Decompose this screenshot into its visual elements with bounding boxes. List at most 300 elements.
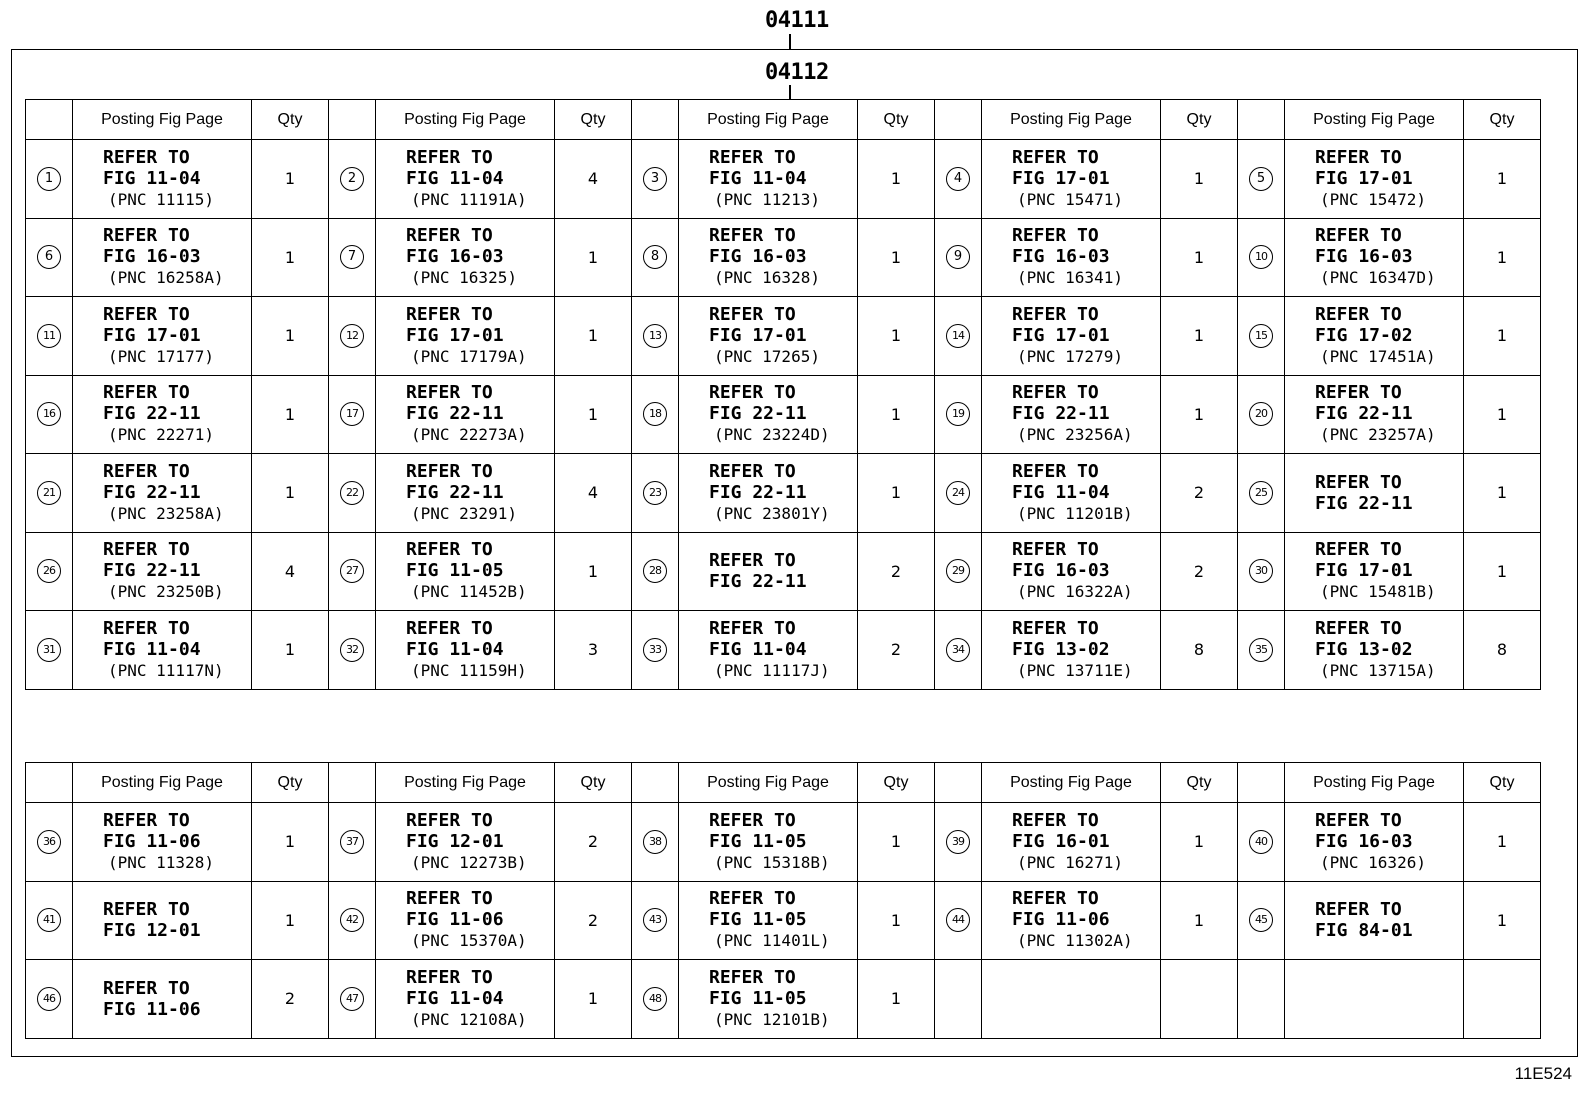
qty-cell (1464, 960, 1541, 1039)
pnc-reference: (PNC 16258A) (108, 268, 224, 288)
posting-fig-cell (982, 140, 1161, 219)
item-number-cell (935, 881, 982, 960)
posting-fig-cell (73, 140, 252, 219)
item-number-circle: 31 (37, 638, 61, 662)
header-posting: Posting Fig Page (73, 100, 252, 140)
item-number-cell (935, 297, 982, 376)
qty-cell: 1 (1161, 297, 1238, 376)
item-number-cell (632, 218, 679, 297)
pnc-reference: (PNC 17279) (1017, 346, 1123, 366)
posting-fig-cell (1285, 881, 1464, 960)
item-number-circle: 27 (340, 559, 364, 583)
header-qty: Qty (555, 100, 632, 140)
refer-to-text: REFER TO (103, 460, 190, 482)
posting-fig-cell (1285, 803, 1464, 882)
pnc-reference: (PNC 23256A) (1017, 425, 1133, 445)
item-number-cell (26, 803, 73, 882)
fig-reference: FIG 22-11 (103, 403, 201, 425)
qty-cell: 1 (252, 881, 329, 960)
item-number-cell (329, 454, 376, 533)
item-number-circle: 15 (1249, 324, 1273, 348)
refer-to-text: REFER TO (709, 225, 796, 247)
item-number-cell (329, 297, 376, 376)
item-number-circle: 5 (1249, 167, 1273, 191)
pnc-reference: (PNC 16322A) (1017, 582, 1133, 602)
posting-fig-cell (982, 297, 1161, 376)
table-row (26, 803, 1541, 882)
header-posting: Posting Fig Page (1285, 100, 1464, 140)
qty-cell: 1 (555, 375, 632, 454)
fig-reference: FIG 22-11 (406, 403, 504, 425)
item-number-cell (329, 218, 376, 297)
item-number-circle: 1 (37, 167, 61, 191)
refer-to-text: REFER TO (1315, 225, 1402, 247)
header-num (1238, 100, 1285, 140)
fig-reference: FIG 11-05 (406, 560, 504, 582)
item-number-circle: 22 (340, 481, 364, 505)
qty-cell: 1 (555, 297, 632, 376)
item-number-circle: 7 (340, 245, 364, 269)
item-number-cell (935, 611, 982, 690)
item-number-cell (632, 611, 679, 690)
header-qty: Qty (1161, 763, 1238, 803)
table-row (26, 375, 1541, 454)
posting-fig-cell (1285, 140, 1464, 219)
item-number-circle: 46 (37, 987, 61, 1011)
pnc-reference: (PNC 16325) (411, 268, 517, 288)
refer-to-text: REFER TO (709, 550, 796, 572)
posting-fig-cell (1285, 375, 1464, 454)
pnc-reference: (PNC 23257A) (1320, 425, 1436, 445)
fig-reference: FIG 11-04 (103, 167, 201, 189)
fig-reference: FIG 17-01 (103, 324, 201, 346)
pnc-reference: (PNC 23224D) (714, 425, 830, 445)
table-row (26, 611, 1541, 690)
header-posting: Posting Fig Page (376, 763, 555, 803)
refer-to-text: REFER TO (1012, 225, 1099, 247)
fig-reference: FIG 22-11 (709, 481, 807, 503)
qty-cell: 1 (1161, 218, 1238, 297)
item-number-cell (632, 454, 679, 533)
item-number-circle: 44 (946, 908, 970, 932)
fig-reference: FIG 11-05 (709, 909, 807, 931)
refer-to-text: REFER TO (1315, 382, 1402, 404)
fig-reference: FIG 11-06 (1012, 909, 1110, 931)
fig-reference: FIG 13-02 (1012, 638, 1110, 660)
item-number-circle: 42 (340, 908, 364, 932)
pnc-reference: (PNC 15471) (1017, 189, 1123, 209)
fig-reference: FIG 22-11 (1315, 492, 1413, 514)
item-number-cell (1238, 532, 1285, 611)
fig-reference: FIG 16-03 (709, 246, 807, 268)
refer-to-text: REFER TO (1012, 382, 1099, 404)
refer-to-text: REFER TO (1012, 888, 1099, 910)
item-number-circle: 10 (1249, 245, 1273, 269)
header-qty: Qty (858, 100, 935, 140)
refer-to-text: REFER TO (709, 966, 796, 988)
item-number-cell (26, 532, 73, 611)
posting-fig-cell (73, 218, 252, 297)
item-number-cell (329, 375, 376, 454)
posting-fig-cell (376, 454, 555, 533)
pnc-reference: (PNC 17177) (108, 346, 214, 366)
item-number-circle: 20 (1249, 402, 1273, 426)
header-posting: Posting Fig Page (1285, 763, 1464, 803)
pnc-reference: (PNC 11452B) (411, 582, 527, 602)
posting-fig-cell (1285, 297, 1464, 376)
fig-reference: FIG 16-01 (1012, 830, 1110, 852)
refer-to-text: REFER TO (406, 382, 493, 404)
item-number-circle: 33 (643, 638, 667, 662)
header-num (935, 763, 982, 803)
qty-cell: 8 (1464, 611, 1541, 690)
item-number-cell (935, 140, 982, 219)
posting-fig-cell (679, 611, 858, 690)
fig-reference: FIG 17-01 (709, 324, 807, 346)
qty-cell: 1 (1161, 803, 1238, 882)
posting-fig-cell (73, 611, 252, 690)
posting-fig-cell (679, 960, 858, 1039)
pnc-reference: (PNC 11328) (108, 852, 214, 872)
qty-cell: 1 (252, 140, 329, 219)
fig-reference: FIG 17-01 (1315, 167, 1413, 189)
qty-cell: 2 (1161, 532, 1238, 611)
fig-reference: FIG 11-05 (709, 830, 807, 852)
refer-to-text: REFER TO (103, 617, 190, 639)
item-number-cell (329, 140, 376, 219)
pnc-reference: (PNC 16271) (1017, 852, 1123, 872)
header-posting: Posting Fig Page (376, 100, 555, 140)
posting-fig-cell (73, 960, 252, 1039)
item-number-circle: 32 (340, 638, 364, 662)
item-number-cell (632, 140, 679, 219)
item-number-cell (26, 140, 73, 219)
item-number-cell (329, 611, 376, 690)
qty-cell: 1 (1464, 454, 1541, 533)
refer-to-text: REFER TO (709, 303, 796, 325)
assembly-label-04112: 04112 (765, 60, 829, 85)
posting-fig-cell (376, 140, 555, 219)
pnc-reference: (PNC 11115) (108, 189, 214, 209)
header-posting: Posting Fig Page (982, 763, 1161, 803)
item-number-cell (632, 960, 679, 1039)
pnc-reference: (PNC 16328) (714, 268, 820, 288)
item-number-cell (1238, 611, 1285, 690)
item-number-cell (329, 960, 376, 1039)
posting-fig-cell (376, 803, 555, 882)
refer-to-text: REFER TO (406, 966, 493, 988)
item-number-circle: 36 (37, 830, 61, 854)
qty-cell: 1 (1464, 297, 1541, 376)
qty-cell: 1 (858, 803, 935, 882)
item-number-cell (1238, 375, 1285, 454)
refer-to-text: REFER TO (1012, 809, 1099, 831)
qty-cell: 1 (1464, 532, 1541, 611)
item-number-cell (26, 218, 73, 297)
qty-cell (1161, 960, 1238, 1039)
posting-fig-cell (982, 532, 1161, 611)
qty-cell: 1 (858, 881, 935, 960)
refer-to-text: REFER TO (1012, 539, 1099, 561)
qty-cell: 1 (252, 611, 329, 690)
item-number-circle: 45 (1249, 908, 1273, 932)
pnc-reference: (PNC 11191A) (411, 189, 527, 209)
posting-fig-cell (982, 611, 1161, 690)
refer-to-text: REFER TO (1315, 303, 1402, 325)
item-number-circle: 2 (340, 167, 364, 191)
item-number-circle: 26 (37, 559, 61, 583)
assembly-label-04111: 04111 (765, 8, 829, 33)
item-number-circle: 21 (37, 481, 61, 505)
item-number-circle: 4 (946, 167, 970, 191)
fig-reference: FIG 22-11 (103, 481, 201, 503)
fig-reference: FIG 11-06 (406, 909, 504, 931)
refer-to-text: REFER TO (1315, 146, 1402, 168)
qty-cell: 2 (858, 611, 935, 690)
pnc-reference: (PNC 11117N) (108, 660, 224, 680)
fig-reference: FIG 17-01 (1012, 324, 1110, 346)
table-row (26, 532, 1541, 611)
refer-to-text: REFER TO (103, 382, 190, 404)
pnc-reference: (PNC 16347D) (1320, 268, 1436, 288)
refer-to-text: REFER TO (103, 225, 190, 247)
header-posting: Posting Fig Page (679, 763, 858, 803)
header-num (632, 100, 679, 140)
refer-to-text: REFER TO (103, 303, 190, 325)
item-number-cell (935, 960, 982, 1039)
fig-reference: FIG 16-03 (406, 246, 504, 268)
fig-reference: FIG 16-03 (103, 246, 201, 268)
fig-reference: FIG 11-04 (709, 167, 807, 189)
pnc-reference: (PNC 12108A) (411, 1009, 527, 1029)
item-number-circle: 29 (946, 559, 970, 583)
pnc-reference: (PNC 11213) (714, 189, 820, 209)
item-number-circle: 34 (946, 638, 970, 662)
item-number-cell (935, 803, 982, 882)
refer-to-text: REFER TO (1012, 617, 1099, 639)
header-num (632, 763, 679, 803)
qty-cell: 2 (252, 960, 329, 1039)
fig-reference: FIG 17-01 (406, 324, 504, 346)
posting-fig-cell (982, 960, 1161, 1039)
table-row (26, 297, 1541, 376)
fig-reference: FIG 11-04 (406, 987, 504, 1009)
pnc-reference: (PNC 11159H) (411, 660, 527, 680)
parts-table-upper (25, 99, 1541, 690)
pnc-reference: (PNC 23291) (411, 503, 517, 523)
qty-cell: 1 (858, 140, 935, 219)
qty-cell: 1 (252, 803, 329, 882)
fig-reference: FIG 22-11 (1012, 403, 1110, 425)
posting-fig-cell (982, 881, 1161, 960)
posting-fig-cell (73, 803, 252, 882)
posting-fig-cell (982, 218, 1161, 297)
item-number-cell (935, 218, 982, 297)
refer-to-text: REFER TO (103, 977, 190, 999)
header-qty: Qty (1161, 100, 1238, 140)
qty-cell: 1 (252, 218, 329, 297)
refer-to-text: REFER TO (103, 146, 190, 168)
fig-reference: FIG 16-03 (1315, 246, 1413, 268)
posting-fig-cell (982, 454, 1161, 533)
posting-fig-cell (982, 803, 1161, 882)
refer-to-text: REFER TO (103, 809, 190, 831)
pnc-reference: (PNC 22271) (108, 425, 214, 445)
item-number-circle: 40 (1249, 830, 1273, 854)
posting-fig-cell (1285, 454, 1464, 533)
qty-cell: 1 (252, 375, 329, 454)
table-row (26, 960, 1541, 1039)
pnc-reference: (PNC 15481B) (1320, 582, 1436, 602)
fig-reference: FIG 11-04 (406, 638, 504, 660)
item-number-circle: 8 (643, 245, 667, 269)
fig-reference: FIG 13-02 (1315, 638, 1413, 660)
item-number-circle: 16 (37, 402, 61, 426)
refer-to-text: REFER TO (406, 225, 493, 247)
item-number-circle: 28 (643, 559, 667, 583)
pnc-reference: (PNC 13715A) (1320, 660, 1436, 680)
posting-fig-cell (376, 375, 555, 454)
pnc-reference: (PNC 11201B) (1017, 503, 1133, 523)
fig-reference: FIG 11-06 (103, 998, 201, 1020)
item-number-circle: 14 (946, 324, 970, 348)
item-number-cell (26, 375, 73, 454)
header-row (26, 100, 1541, 140)
qty-cell: 1 (1161, 140, 1238, 219)
qty-cell: 1 (555, 218, 632, 297)
header-num (26, 100, 73, 140)
pnc-reference: (PNC 16326) (1320, 852, 1426, 872)
pnc-reference: (PNC 11117J) (714, 660, 830, 680)
qty-cell: 1 (1161, 881, 1238, 960)
table-row (26, 218, 1541, 297)
pnc-reference: (PNC 11302A) (1017, 931, 1133, 951)
qty-cell: 2 (555, 803, 632, 882)
item-number-circle: 12 (340, 324, 364, 348)
pnc-reference: (PNC 17179A) (411, 346, 527, 366)
posting-fig-cell (376, 881, 555, 960)
posting-fig-cell (679, 375, 858, 454)
item-number-circle: 23 (643, 481, 667, 505)
refer-to-text: REFER TO (103, 539, 190, 561)
fig-reference: FIG 12-01 (406, 830, 504, 852)
refer-to-text: REFER TO (406, 460, 493, 482)
item-number-cell (329, 532, 376, 611)
fig-reference: FIG 22-11 (709, 403, 807, 425)
header-num (26, 763, 73, 803)
refer-to-text: REFER TO (103, 899, 190, 921)
refer-to-text: REFER TO (406, 888, 493, 910)
item-number-circle: 18 (643, 402, 667, 426)
item-number-cell (1238, 218, 1285, 297)
fig-reference: FIG 11-04 (103, 638, 201, 660)
item-number-cell (632, 803, 679, 882)
qty-cell: 1 (1464, 881, 1541, 960)
pnc-reference: (PNC 23250B) (108, 582, 224, 602)
fig-reference: FIG 22-11 (709, 571, 807, 593)
refer-to-text: REFER TO (709, 617, 796, 639)
qty-cell: 1 (858, 375, 935, 454)
posting-fig-cell (982, 375, 1161, 454)
item-number-cell (935, 375, 982, 454)
fig-reference: FIG 16-03 (1315, 830, 1413, 852)
fig-reference: FIG 11-05 (709, 987, 807, 1009)
posting-fig-cell (1285, 960, 1464, 1039)
header-num (1238, 763, 1285, 803)
posting-fig-cell (679, 140, 858, 219)
header-posting: Posting Fig Page (679, 100, 858, 140)
posting-fig-cell (679, 532, 858, 611)
qty-cell: 3 (555, 611, 632, 690)
item-number-circle: 38 (643, 830, 667, 854)
header-num (329, 763, 376, 803)
pnc-reference: (PNC 13711E) (1017, 660, 1133, 680)
qty-cell: 1 (1464, 375, 1541, 454)
refer-to-text: REFER TO (709, 146, 796, 168)
item-number-cell (632, 297, 679, 376)
refer-to-text: REFER TO (1012, 460, 1099, 482)
qty-cell: 2 (858, 532, 935, 611)
posting-fig-cell (679, 454, 858, 533)
header-row (26, 763, 1541, 803)
header-qty: Qty (858, 763, 935, 803)
refer-to-text: REFER TO (406, 303, 493, 325)
item-number-circle: 3 (643, 167, 667, 191)
item-number-cell (1238, 960, 1285, 1039)
posting-fig-cell (73, 297, 252, 376)
item-number-cell (632, 532, 679, 611)
pnc-reference: (PNC 17265) (714, 346, 820, 366)
qty-cell: 1 (1464, 140, 1541, 219)
posting-fig-cell (1285, 532, 1464, 611)
item-number-circle: 9 (946, 245, 970, 269)
posting-fig-cell (376, 611, 555, 690)
posting-fig-cell (376, 297, 555, 376)
qty-cell: 1 (252, 454, 329, 533)
item-number-cell (26, 960, 73, 1039)
pnc-reference: (PNC 23258A) (108, 503, 224, 523)
item-number-cell (1238, 297, 1285, 376)
qty-cell: 1 (858, 218, 935, 297)
table-row (26, 140, 1541, 219)
qty-cell: 4 (555, 454, 632, 533)
item-number-circle: 35 (1249, 638, 1273, 662)
item-number-circle: 24 (946, 481, 970, 505)
qty-cell: 1 (858, 960, 935, 1039)
item-number-cell (26, 297, 73, 376)
refer-to-text: REFER TO (1012, 146, 1099, 168)
fig-reference: FIG 22-11 (406, 481, 504, 503)
header-posting: Posting Fig Page (982, 100, 1161, 140)
fig-reference: FIG 17-01 (1315, 560, 1413, 582)
header-qty: Qty (1464, 100, 1541, 140)
refer-to-text: REFER TO (1315, 617, 1402, 639)
item-number-circle: 17 (340, 402, 364, 426)
qty-cell: 1 (555, 532, 632, 611)
qty-cell: 2 (1161, 454, 1238, 533)
item-number-circle: 11 (37, 324, 61, 348)
refer-to-text: REFER TO (1315, 809, 1402, 831)
item-number-cell (632, 881, 679, 960)
item-number-cell (26, 881, 73, 960)
item-number-circle: 41 (37, 908, 61, 932)
pnc-reference: (PNC 15472) (1320, 189, 1426, 209)
fig-reference: FIG 22-11 (1315, 403, 1413, 425)
fig-reference: FIG 12-01 (103, 920, 201, 942)
table-row (26, 881, 1541, 960)
posting-fig-cell (1285, 611, 1464, 690)
item-number-cell (1238, 881, 1285, 960)
